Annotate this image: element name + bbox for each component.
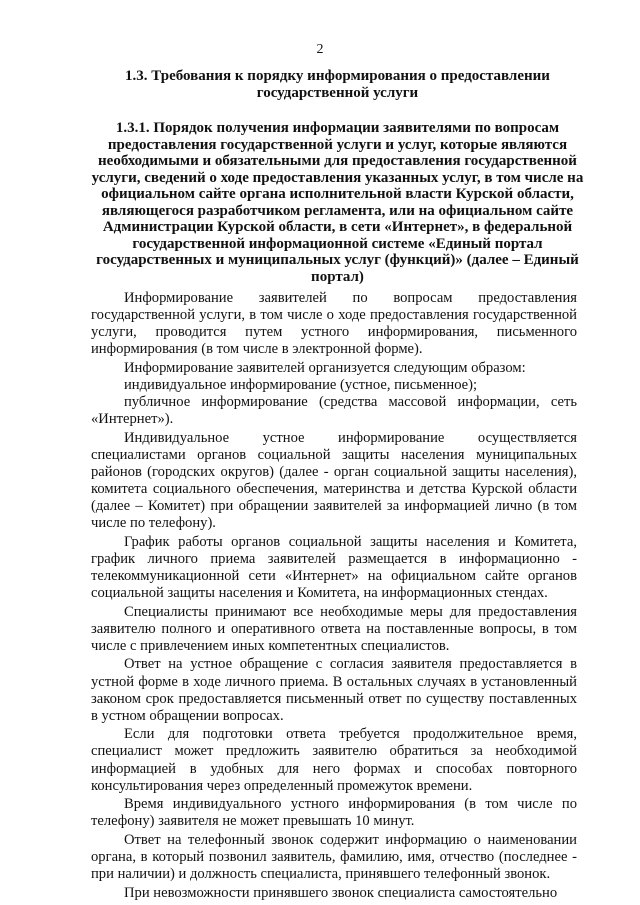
paragraph: Если для подготовки ответа требуется продолжительное время, специалист может предложить заявителю обратиться за необходимой информацией в удобных для него формах и способах повторного консультирования через определенный промежуток времени.	[91, 726, 577, 794]
paragraph: Информирование заявителей организуется следующим образом:	[124, 359, 526, 376]
subsection-heading: 1.3.1. Порядок получения информации заявителями по вопросам предоставления государственной услуги и услуг, которые являются необходимыми и обязательными для предоставления государственной услуги, сведений о ходе предоставления указанных услуг, в том числе на официальном сайте органа исполнительной власти Курской области, являющегося разработчиком регламента, или на официальном сайте Администрации Курской области, в сети «Интернет», в федеральной государственной информационной системе «Единый портал государственных и муниципальных услуг (функций)» (далее – Единый портал)	[91, 120, 584, 285]
paragraph: публичное информирование (средства массовой информации, сеть «Интернет»).	[91, 394, 577, 428]
paragraph: индивидуальное информирование (устное, письменное);	[124, 376, 478, 393]
paragraph: График работы органов социальной защиты населения и Комитета, график личного приема заявителей размещается в информационно - телекоммуникационной сети «Интернет» на официальном сайте органов социальной защиты населения и Комитета, на информационных стендах.	[91, 533, 577, 602]
paragraph: Время индивидуального устного информирования (в том числе по телефону) заявителя не может превышать 10 минут.	[91, 796, 577, 830]
paragraph: Индивидуальное устное информирование осуществляется специалистами органов социальной защиты населения муниципальных районов (городских округов) (далее - орган социальной защиты населения), комитета социального обеспечения, материнства и детства Курской области (далее – Комитет) при обращении заявителей за информацией лично (в том числе по телефону).	[91, 429, 577, 532]
paragraph: Ответ на устное обращение с согласия заявителя предоставляется в устной форме в ходе личного приема. В остальных случаях в установленный законом срок предоставляется письменный ответ по существу поставленных в устном обращении вопросах.	[91, 656, 577, 724]
paragraph: При невозможности принявшего звонок специалиста самостоятельно	[124, 884, 558, 901]
paragraph: Информирование заявителей по вопросам предоставления государственной услуги, в том числе о ходе предоставления государственной услуги, проводится путем устного информирования, письменного информирования (в том числе в электронной форме).	[91, 290, 577, 358]
document-body	[91, 290, 577, 903]
paragraph: Специалисты принимают все необходимые меры для предоставления заявителю полного и оперативного ответа на поставленные вопросы, в том числе с привлечением иных компетентных специалистов.	[91, 603, 577, 654]
paragraph: Ответ на телефонный звонок содержит информацию о наименовании органа, в который позвонил заявитель, фамилию, имя, отчество (последнее - при наличии) и должность специалиста, принявшего телефонный звонок.	[91, 831, 577, 883]
page-number: 2	[316, 42, 324, 57]
section-heading: 1.3. Требования к порядку информирования о предоставлении государственной услуги	[125, 68, 550, 101]
